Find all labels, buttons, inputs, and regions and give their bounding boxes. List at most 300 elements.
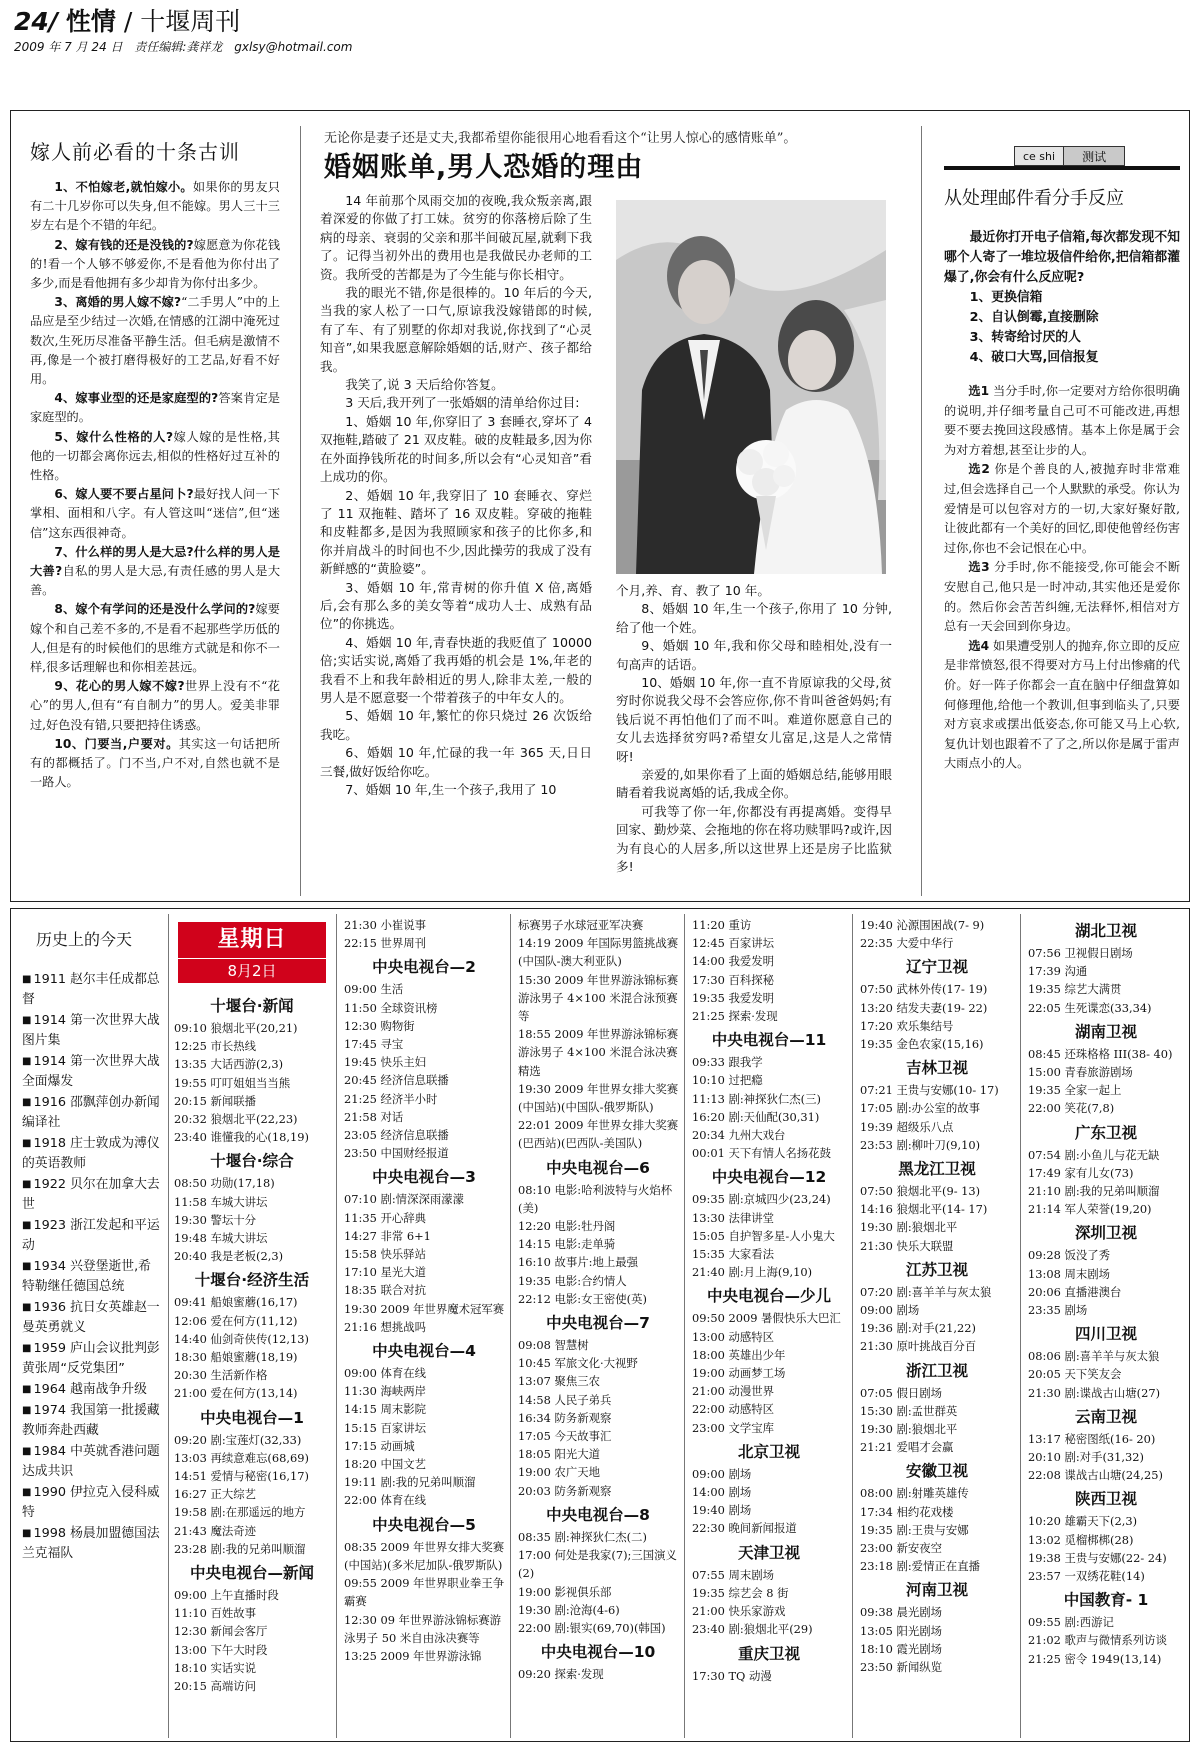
history-item-text: 1918 庄士敦成为溥仪的英语教师 xyxy=(22,1136,160,1171)
channel-title: 中央电视台—2 xyxy=(372,958,476,977)
day-date: 8月2日 xyxy=(227,962,277,980)
program-listing: 21:16 想挑战吗 xyxy=(344,1319,427,1334)
article-intro: 无论你是妻子还是丈夫,我都希望你能很用心地看看这个“让男人惊心的感情账单”。 xyxy=(324,131,797,146)
history-item xyxy=(22,1401,162,1441)
channel-title: 浙江卫视 xyxy=(905,1361,968,1380)
history-item-text: 1916 邵飘萍创办新闻编译社 xyxy=(22,1095,160,1130)
program-listing: 11:58 车城大讲坛 xyxy=(174,1194,268,1209)
program-listing: 21:00 动漫世界 xyxy=(692,1384,775,1399)
program-listing: 19:55 叮叮姐姐当当熊 xyxy=(174,1075,291,1090)
program-listing: 07:56 卫视假日剧场 xyxy=(1028,946,1133,960)
program-listing: 14:00 剧场 xyxy=(692,1485,752,1500)
history-item-text: 1914 第一次世界大战图片集 xyxy=(22,1013,160,1048)
tv-listings-body xyxy=(516,916,680,1683)
article-paragraph: 6、婚姻 10 年,忙碌的我一年 365 天,日日三餐,做好饭给你吃。 xyxy=(320,745,592,779)
program-listing: 23:18 剧:爱情正在直播 xyxy=(860,1559,981,1574)
quiz-answer-label: 选4 xyxy=(968,638,990,653)
quiz-tag-cn: 测试 xyxy=(1063,146,1125,166)
program-listing: 18:35 联合对抗 xyxy=(344,1283,427,1298)
channel-title: 中央电视台—8 xyxy=(546,1505,650,1524)
rule-item xyxy=(30,389,280,427)
bullet-square-icon: ■ xyxy=(22,1384,32,1395)
program-listing: 21:14 军人荣誉(19,20) xyxy=(1028,1202,1152,1217)
history-item-text: 1998 杨晨加盟德国法兰克福队 xyxy=(22,1526,160,1561)
program-listing: 23:40 谁懂我的心(18,19) xyxy=(174,1130,309,1145)
channel-title: 辽宁卫视 xyxy=(905,958,968,977)
article-paragraph: 7、婚姻 10 年,生一个孩子,我用了 10 xyxy=(345,782,557,797)
channel-title: 安徽卫视 xyxy=(905,1462,968,1481)
rule-question: 4、嫁事业型的还是家庭型的? xyxy=(54,391,219,406)
channel-title: 中央电视台—新闻 xyxy=(189,1564,314,1583)
article-paragraph: 4、婚姻 10 年,青春快逝的我贬值了 10000 倍;实话实说,离婚了我再婚的机会是 1%,年老的我看不上和我年龄相近的男人,除非太差,一般的男人是不愿意娶一个带着孩子的中年女人的。 xyxy=(320,634,592,705)
article-paragraph: 个月,养、育、教了 10 年。 xyxy=(616,583,770,598)
program-listing: 11:20 重访 xyxy=(692,918,752,932)
program-listing: 19:00 动画梦工场 xyxy=(692,1366,786,1381)
program-listing: 14:19 2009 年国际男篮挑战赛(中国队-澳大利亚队) xyxy=(518,936,679,969)
rule-item xyxy=(30,428,280,486)
program-listing: 23:28 剧:我的兄弟叫顺溜 xyxy=(174,1541,306,1556)
program-listing: 17:10 星光大道 xyxy=(344,1265,427,1280)
program-listing: 标赛男子水球冠亚军决赛 xyxy=(518,918,644,932)
rule-question: 3、离婚的男人嫁不嫁? xyxy=(54,295,182,310)
article-paragraph: 10、婚姻 10 年,你一直不肯原谅我的父母,贫穷时你说我父母不会答应你,你不肯叫爸爸妈妈;有钱后说不再怕他们了而不叫。难道你愿意自己的女儿去选择贫穷吗?希望女儿富足,这是人之常情呀! xyxy=(616,675,892,764)
rules-title: 嫁人前必看的十条古训 xyxy=(30,140,240,164)
program-listing: 14:16 狼烟北平(14- 17) xyxy=(860,1202,988,1217)
program-listing: 10:45 军旅文化·大视野 xyxy=(518,1356,638,1371)
program-listing: 13:17 秘密图纸(16- 20) xyxy=(1028,1431,1156,1446)
wedding-photo xyxy=(616,200,886,574)
program-listing: 09:00 上午直播时段 xyxy=(174,1588,279,1603)
article-paragraph: 3、婚姻 10 年,常青树的你升值 X 倍,离婚后,会有那么多的美女等着“成功人士、成熟有品位”的你挑选。 xyxy=(320,579,592,632)
article-body-left xyxy=(320,192,592,890)
article-paragraph: 我的眼光不错,你是很棒的。10 年后的今天,当我的家人松了一口气,原谅我没嫁错郎的时候,有了车、有了别墅的你却对我说,你找到了“心灵知音”,如果我愿意解除婚姻的话,财产、孩子都给我。 xyxy=(320,285,592,374)
program-listing: 13:25 2009 年世界游泳锦 xyxy=(344,1648,482,1663)
program-listing: 21:30 小崔说事 xyxy=(344,918,427,932)
quiz-answer-text: 分手时,你不能接受,你可能会不断安慰自己,他只是一时冲动,其实他还是爱你的。然后你会苦苦纠缠,无法释怀,相信对方总有一天会回到你身边。 xyxy=(944,560,1180,634)
program-listing: 21:21 爱唱才会赢 xyxy=(860,1440,954,1455)
history-item xyxy=(22,1093,162,1133)
program-listing: 00:01 天下有情人名扬花鼓 xyxy=(692,1146,831,1161)
tv-listings-body xyxy=(342,916,506,1665)
program-listing: 18:30 船娘蜜蘑(18,19) xyxy=(174,1350,298,1365)
program-listing: 14:15 周末影院 xyxy=(344,1402,427,1417)
program-listing: 17:49 家有儿女(73) xyxy=(1028,1165,1134,1180)
quiz-answer xyxy=(944,558,1180,636)
program-listing: 19:30 剧:狼烟北平 xyxy=(860,1220,958,1235)
tv-listings-column xyxy=(858,916,1016,1738)
rule-answer: “二手男人”中的上品应是至少结过一次婚,在情感的江湖中淹死过数次,生死历尽准备平静生活。但毛病是激情不再,像是一个被打磨得极好的工艺品,好看不好用。 xyxy=(30,295,280,387)
article-paragraph: 8、婚姻 10 年,生一个孩子,你用了 10 分钟,给了他一个姓。 xyxy=(616,601,892,635)
history-item xyxy=(22,1175,162,1215)
column-divider xyxy=(336,914,337,1738)
column-divider xyxy=(921,126,922,896)
tv-listings-column xyxy=(690,916,848,1738)
program-listing: 20:40 我是老板(2,3) xyxy=(174,1249,284,1264)
program-listing: 12:45 百家讲坛 xyxy=(692,936,775,951)
tv-listings-column xyxy=(1026,916,1186,1738)
program-listing: 09:55 2009 年世界职业拳王争霸赛 xyxy=(344,1576,505,1609)
program-listing: 21:40 剧:月上海(9,10) xyxy=(692,1265,813,1280)
program-listing: 17:05 剧:办公室的故事 xyxy=(860,1101,981,1116)
bullet-square-icon: ■ xyxy=(22,1056,32,1067)
program-listing: 18:20 中国文艺 xyxy=(344,1457,427,1472)
program-listing: 09:08 智慧树 xyxy=(518,1338,589,1353)
program-listing: 09:10 狼烟北平(20,21) xyxy=(174,1021,298,1035)
article-paragraph: 我笑了,说 3 天后给你答复。 xyxy=(345,377,504,393)
program-listing: 07:50 狼烟北平(9- 13) xyxy=(860,1184,981,1199)
quiz-tag-en: ce shi xyxy=(1014,146,1063,166)
program-listing: 19:00 影视俱乐部 xyxy=(518,1584,612,1599)
channel-title: 中国教育- 1 xyxy=(1063,1591,1149,1610)
channel-title: 四川卫视 xyxy=(1074,1325,1137,1344)
bullet-square-icon: ■ xyxy=(22,1015,32,1026)
history-item xyxy=(22,1011,162,1051)
channel-title: 北京卫视 xyxy=(737,1442,800,1461)
rule-item xyxy=(30,485,280,543)
bullet-square-icon: ■ xyxy=(22,1138,32,1149)
program-listing: 23:35 剧场 xyxy=(1028,1303,1088,1318)
history-item xyxy=(22,1134,162,1174)
tv-listings-body xyxy=(1026,920,1186,1668)
program-listing: 18:10 实话实说 xyxy=(174,1660,257,1675)
tv-listings-column xyxy=(172,916,332,1738)
channel-title: 中央电视台—7 xyxy=(546,1314,650,1333)
channel-title: 十堰台·综合 xyxy=(210,1152,294,1171)
program-listing: 21:30 快乐大联盟 xyxy=(860,1238,954,1253)
program-listing: 20:03 防务新观察 xyxy=(518,1483,612,1498)
quiz-column xyxy=(944,146,1180,892)
program-listing: 08:45 还珠格格 III(38- 40) xyxy=(1028,1046,1173,1061)
history-list xyxy=(22,970,162,1564)
quiz-answers xyxy=(944,382,1180,774)
program-listing: 12:30 新闻会客厅 xyxy=(174,1624,268,1639)
column-divider xyxy=(510,914,511,1738)
channel-title: 中央电视台—少儿 xyxy=(706,1287,831,1306)
program-listing: 11:35 开心辞典 xyxy=(344,1210,427,1225)
program-listing: 21:43 魔法奇迹 xyxy=(174,1523,257,1538)
history-item xyxy=(22,1339,162,1379)
masthead-title: 24/ 性情 / 十堰周刊 xyxy=(14,7,241,36)
program-listing: 11:50 全球资讯榜 xyxy=(344,1000,438,1015)
program-listing: 09:50 2009 暑假快乐大巴汇 xyxy=(692,1311,841,1326)
channel-title: 湖南卫视 xyxy=(1074,1022,1137,1041)
program-listing: 21:58 对话 xyxy=(344,1109,404,1124)
article-paragraph: 14 年前那个凤雨交加的夜晚,我众叛亲离,跟着深爱的你做了打工妹。贫穷的你落榜后除了生病的母亲、衰弱的父亲和那半间破瓦屋,就剩下我了。记得当初外出的费用也是我做民办老师的工资。我所受的苦都是为了今生能与你长相守。 xyxy=(320,193,592,282)
program-listing: 13:05 阳光剧场 xyxy=(860,1623,943,1638)
editor: 责任编辑:龚祥龙 xyxy=(134,40,223,54)
program-listing: 20:15 高端访问 xyxy=(174,1679,257,1694)
program-listing: 17:20 欢乐集结号 xyxy=(860,1018,954,1033)
program-listing: 17:45 寻宝 xyxy=(344,1037,404,1052)
editor-email[interactable]: gxlsy@hotmail.com xyxy=(234,40,353,54)
article-paragraph: 3 天后,我开列了一张婚姻的清单给你过目: xyxy=(345,395,580,411)
history-item-text: 1914 第一次世界大战全面爆发 xyxy=(22,1054,160,1089)
rule-item xyxy=(30,236,280,294)
channel-title: 黑龙江卫视 xyxy=(898,1160,976,1179)
rule-question: 7、什么样的男人是大忌?什么样的男人是大善? xyxy=(30,544,280,579)
program-listing: 07:10 剧:情深深雨濛濛 xyxy=(344,1192,465,1207)
article-paragraph: 1、婚姻 10 年,你穿旧了 3 套睡衣,穿坏了 4 双拖鞋,踏破了 21 双皮鞋。破的皮鞋最多,因为你在外面挣钱所花的时间多,所以会有“心灵知音”看上成功的你。 xyxy=(320,413,592,485)
program-listing: 12:06 爱在何方(11,12) xyxy=(174,1313,298,1328)
channel-title: 湖北卫视 xyxy=(1074,922,1137,940)
rule-question: 2、嫁有钱的还是没钱的? xyxy=(54,237,194,252)
rule-question: 10、门要当,户要对。 xyxy=(54,736,179,751)
program-listing: 21:00 快乐家游戏 xyxy=(692,1604,786,1619)
article-paragraph: 2、婚姻 10 年,我穿旧了 10 套睡衣、穿烂了 11 双拖鞋、踏坏了 16 双皮鞋。穿破的拖鞋和皮鞋都多,是因为我照顾家和孩子的比你多,和你并肩战斗的时间也不少,因此操劳的我成了没有新鲜感的“黄脸婆”。 xyxy=(320,487,592,577)
program-listing: 17:00 何处是我家(7);三国演义(2) xyxy=(518,1548,677,1581)
channel-title: 中央电视台—12 xyxy=(711,1168,827,1187)
article-paragraph: 亲爱的,如果你看了上面的婚姻总结,能够用眼睛看着我说离婚的话,我成全你。 xyxy=(616,767,892,801)
channel-title: 中央电视台—4 xyxy=(372,1342,476,1361)
program-listing: 10:10 过把瘾 xyxy=(692,1073,763,1088)
program-listing: 19:30 剧:狼烟北平 xyxy=(860,1422,958,1437)
program-listing: 19:35 综艺大满贯 xyxy=(1028,982,1122,997)
bullet-square-icon: ■ xyxy=(22,1220,32,1231)
program-listing: 07:54 剧:小鱼儿与花无缺 xyxy=(1028,1147,1160,1162)
program-listing: 09:00 体育在线 xyxy=(344,1366,427,1381)
program-listing: 09:38 晨光剧场 xyxy=(860,1605,943,1620)
program-listing: 19:30 剧:沧海(4-6) xyxy=(518,1602,620,1617)
program-listing: 13:07 聚焦三农 xyxy=(518,1374,601,1389)
program-listing: 20:30 生活新作格 xyxy=(174,1368,268,1383)
program-listing: 08:35 2009 年世界女排大奖赛(中国站)(多米尼加队-俄罗斯队) xyxy=(344,1539,505,1572)
program-listing: 15:30 2009 年世界游泳锦标赛游泳男子 4×100 米混合泳预赛等 xyxy=(518,972,679,1024)
program-listing: 13:08 周末剧场 xyxy=(1028,1266,1111,1281)
program-listing: 19:30 警坛十分 xyxy=(174,1212,257,1227)
program-listing: 07:20 剧:喜羊羊与灰太狼 xyxy=(860,1284,992,1299)
program-listing: 23:50 中国财经报道 xyxy=(344,1146,449,1161)
rule-question: 9、花心的男人嫁不嫁? xyxy=(54,679,185,694)
program-listing: 14:15 电影:走单骑 xyxy=(518,1237,616,1252)
rule-answer: 其实这一句话把所有的都概括了。门不当,户不对,自然也就不是一路人。 xyxy=(30,736,280,790)
bullet-square-icon: ■ xyxy=(22,1528,32,1539)
bullet-square-icon: ■ xyxy=(22,1261,32,1272)
program-listing: 09:55 剧:西游记 xyxy=(1028,1615,1114,1630)
program-listing: 19:35 综艺会 8 街 xyxy=(692,1585,789,1600)
program-listing: 15:30 剧:孟世群英 xyxy=(860,1403,958,1418)
rule-answer: 嫁要嫁个和自己差不多的,不是看不起那些学历低的人,但是有的时候他们的思维方式就是和你不一样,很多话理解也和你相差甚远。 xyxy=(30,602,280,675)
article-paragraph: 9、婚姻 10 年,我和你父母和睦相处,没有一句高声的话语。 xyxy=(616,638,892,672)
program-listing: 21:25 密令 1949(13,14) xyxy=(1028,1651,1162,1666)
program-listing: 23:00 新安夜空 xyxy=(860,1541,943,1556)
program-listing: 09:00 生活 xyxy=(344,982,404,997)
column-divider xyxy=(1020,914,1021,1738)
program-listing: 19:30 2009 年世界女排大奖赛(中国站)(中国队-俄罗斯队) xyxy=(518,1081,679,1115)
program-listing: 22:00 动感特区 xyxy=(692,1402,775,1417)
program-listing: 22:00 剧:银实(69,70)(韩国) xyxy=(518,1620,666,1635)
bullet-square-icon: ■ xyxy=(22,1179,32,1190)
channel-title: 十堰台·新闻 xyxy=(210,997,294,1015)
program-listing: 22:08 谍战古山塘(24,25) xyxy=(1028,1468,1163,1483)
tv-listings-body xyxy=(172,995,332,1695)
channel-title: 江苏卫视 xyxy=(905,1260,968,1279)
rule-item xyxy=(30,543,280,601)
rule-answer: 自私的男人是大忌,有责任感的男人是大善。 xyxy=(30,564,280,598)
quiz-answer-label: 选2 xyxy=(968,462,990,477)
program-listing: 19:35 我爱发明 xyxy=(692,990,775,1005)
history-item-text: 1936 抗日女英雄赵一曼英勇就义 xyxy=(22,1300,160,1335)
program-listing: 09:00 剧场 xyxy=(860,1303,920,1318)
program-listing: 15:15 百家讲坛 xyxy=(344,1420,427,1435)
program-listing: 14:27 非常 6+1 xyxy=(344,1228,431,1243)
history-item-text: 1959 庐山会议批判彭黄张周“反党集团” xyxy=(22,1341,160,1376)
history-item-text: 1984 中英就香港问题达成共识 xyxy=(22,1444,160,1479)
channel-title: 中央电视台—1 xyxy=(200,1408,304,1427)
program-listing: 09:20 探索·发现 xyxy=(518,1667,604,1682)
quiz-title: 从处理邮件看分手反应 xyxy=(944,188,1124,209)
program-listing: 15:35 大家看法 xyxy=(692,1247,775,1262)
quiz-option: 2、自认倒霉,直接删除 xyxy=(969,310,1099,325)
program-listing: 13:35 大话西游(2,3) xyxy=(174,1057,284,1072)
page-number: 24 xyxy=(14,7,49,36)
program-listing: 22:15 世界周刊 xyxy=(344,936,427,951)
program-listing: 19:40 剧场 xyxy=(692,1503,752,1518)
channel-title: 中央电视台—6 xyxy=(546,1158,650,1177)
channel-title: 中央电视台—10 xyxy=(540,1643,656,1662)
program-listing: 14:40 仙剑奇侠传(12,13) xyxy=(174,1331,309,1346)
history-column xyxy=(22,922,162,1722)
bullet-square-icon: ■ xyxy=(22,1405,32,1416)
program-listing: 14:51 爱情与秘密(16,17) xyxy=(174,1469,309,1484)
program-listing: 19:30 2009 年世界魔术冠军赛 xyxy=(344,1301,505,1316)
program-listing: 20:45 经济信息联播 xyxy=(344,1073,449,1088)
program-listing: 23:50 新闻纵览 xyxy=(860,1660,943,1675)
program-listing: 20:10 剧:对手(31,32) xyxy=(1028,1450,1144,1465)
day-badge xyxy=(178,922,326,983)
wedding-couple-illustration xyxy=(616,200,886,574)
program-listing: 15:00 青春旅游剧场 xyxy=(1028,1065,1133,1080)
article-headline: 婚姻账单,男人恐婚的理由 xyxy=(324,152,644,183)
bullet-square-icon: ■ xyxy=(22,1097,32,1108)
rule-question: 8、嫁个有学问的还是没什么学问的? xyxy=(54,602,256,617)
program-listing: 16:10 故事片:地上最强 xyxy=(518,1255,639,1270)
column-divider xyxy=(684,914,685,1738)
rule-answer: 最好找人问一下掌相、面相和八字。有人管这叫“迷信”,但“迷信”这东西很神奇。 xyxy=(30,487,280,540)
channel-title: 广东卫视 xyxy=(1074,1123,1137,1142)
article-paragraph: 可我等了你一年,你都没有再提离婚。变得早回家、勤炒菜、会拖地的你在将功赎罪吗?或许,因为有良心的人居多,所以这世界上还是房子比监狱多! xyxy=(616,803,892,875)
masthead xyxy=(14,6,1186,56)
channel-title: 天津卫视 xyxy=(737,1543,800,1562)
history-item xyxy=(22,1052,162,1092)
program-listing: 21:02 歌声与微情系列访谈 xyxy=(1028,1633,1167,1648)
program-listing: 08:00 剧:射雕英雄传 xyxy=(860,1486,969,1501)
column-divider xyxy=(852,914,853,1738)
tv-listings-body xyxy=(690,916,848,1685)
program-listing: 22:05 生死谍恋(33,34) xyxy=(1028,1000,1152,1015)
program-listing: 19:00 农广天地 xyxy=(518,1465,601,1480)
history-item xyxy=(22,1442,162,1482)
article xyxy=(320,130,892,892)
program-listing: 21:25 经济半小时 xyxy=(344,1091,438,1106)
program-listing: 23:05 经济信息联播 xyxy=(344,1128,449,1143)
program-listing: 13:00 动感特区 xyxy=(692,1329,775,1344)
bullet-square-icon: ■ xyxy=(22,1446,32,1457)
history-item xyxy=(22,970,162,1010)
program-listing: 09:28 饭没了秀 xyxy=(1028,1248,1111,1263)
program-listing: 13:02 觅榴梆梆(28) xyxy=(1028,1532,1134,1547)
program-listing: 13:30 法律讲堂 xyxy=(692,1210,775,1225)
program-listing: 17:34 相约花戏楼 xyxy=(860,1504,954,1519)
program-listing: 13:03 再续意难忘(68,69) xyxy=(174,1450,309,1465)
history-item-text: 1934 兴登堡逝世,希特勒继任德国总统 xyxy=(22,1259,151,1294)
channel-title: 云南卫视 xyxy=(1074,1407,1137,1426)
program-listing: 20:34 九州大戏台 xyxy=(692,1128,786,1143)
program-listing: 20:05 天下笑友会 xyxy=(1028,1367,1122,1382)
channel-title: 十堰台·经济生活 xyxy=(194,1271,310,1290)
program-listing: 11:10 百姓故事 xyxy=(174,1606,257,1621)
history-item xyxy=(22,1483,162,1523)
program-listing: 12:20 电影:牡丹阁 xyxy=(518,1219,616,1234)
program-listing: 13:00 下午大时段 xyxy=(174,1642,268,1657)
bullet-square-icon: ■ xyxy=(22,1343,32,1354)
program-listing: 15:58 快乐驿站 xyxy=(344,1247,427,1262)
quiz-option: 1、更换信箱 xyxy=(969,290,1043,305)
history-item-text: 1964 越南战争升级 xyxy=(33,1382,147,1397)
channel-title: 中央电视台—11 xyxy=(711,1031,827,1050)
tv-listings-body xyxy=(858,916,1016,1676)
history-item xyxy=(22,1257,162,1297)
program-listing: 19:39 超级乐八点 xyxy=(860,1119,954,1134)
program-listing: 12:30 购物街 xyxy=(344,1018,415,1033)
program-listing: 07:55 周末剧场 xyxy=(692,1567,775,1582)
column-divider xyxy=(168,914,169,1738)
rule-question: 6、嫁人要不要占星问卜? xyxy=(54,487,194,502)
program-listing: 09:33 跟我学 xyxy=(692,1055,763,1070)
program-listing: 22:12 电影:女王密使(英) xyxy=(518,1291,647,1306)
program-listing: 23:53 剧:柳叶刀(9,10) xyxy=(860,1137,981,1152)
program-listing: 08:35 剧:神探狄仁杰(二) xyxy=(518,1529,647,1544)
program-listing: 22:35 大爱中华行 xyxy=(860,936,954,951)
program-listing: 19:45 快乐主妇 xyxy=(344,1055,427,1070)
tv-listings-column xyxy=(342,916,506,1738)
rule-answer: 如果你的男友只有二十几岁你可以失身,但不能嫁。男人三十三岁左右是个不错的年纪。 xyxy=(30,180,280,233)
history-item-text: 1922 贝尔在加拿大去世 xyxy=(22,1177,160,1212)
program-listing: 19:38 王贵与安娜(22- 24) xyxy=(1028,1550,1167,1565)
rule-item xyxy=(30,178,280,236)
program-listing: 21:00 爱在何方(13,14) xyxy=(174,1386,298,1401)
program-listing: 19:48 车城大讲坛 xyxy=(174,1231,268,1246)
program-listing: 11:30 海峡两岸 xyxy=(344,1384,427,1399)
channel-title: 中央电视台—3 xyxy=(372,1168,476,1187)
day-of-week: 星期日 xyxy=(178,922,326,959)
rule-answer: 世界上没有不“花心”的男人,但有“有自制力”的男人。爱美非罪过,好色没有错,只要把持住诱惑。 xyxy=(30,679,280,732)
section-name: 性情 xyxy=(65,7,116,36)
rule-item xyxy=(30,293,280,389)
program-listing: 23:40 剧:狼烟北平(29) xyxy=(692,1622,813,1637)
rule-question: 1、不怕嫁老,就怕嫁小。 xyxy=(54,180,193,194)
history-item-text: 1923 浙江发起和平运动 xyxy=(22,1218,160,1253)
program-listing: 14:00 我爱发明 xyxy=(692,954,775,969)
quiz-question: 最近你打开电子信箱,每次都发现不知哪个人寄了一堆垃圾信件给你,把信箱都灌爆了,你会有什么反应呢? xyxy=(944,230,1180,285)
channel-title: 重庆卫视 xyxy=(737,1644,800,1663)
program-listing: 16:34 防务新观察 xyxy=(518,1410,612,1425)
program-listing: 21:10 剧:我的兄弟叫顺溜 xyxy=(1028,1184,1160,1199)
program-listing: 17:15 动画城 xyxy=(344,1438,415,1453)
history-item-text: 1974 我国第一批援藏教师奔赴西藏 xyxy=(22,1403,160,1438)
history-item xyxy=(22,1380,162,1400)
quiz-options xyxy=(944,288,1180,368)
program-listing: 09:20 剧:宝莲灯(32,33) xyxy=(174,1432,302,1447)
program-listing: 20:32 狼烟北平(22,23) xyxy=(174,1112,298,1127)
article-body-right xyxy=(616,582,892,888)
quiz-answer xyxy=(944,637,1180,774)
program-listing: 19:35 全家一起上 xyxy=(1028,1083,1122,1098)
tv-listings-column xyxy=(516,916,680,1738)
program-listing: 17:39 沟通 xyxy=(1028,964,1088,979)
program-listing: 08:50 功勋(17,18) xyxy=(174,1176,275,1191)
program-listing: 19:58 剧:在那遥远的地方 xyxy=(174,1505,306,1520)
program-listing: 09:35 剧:京城四少(23,24) xyxy=(692,1192,831,1207)
